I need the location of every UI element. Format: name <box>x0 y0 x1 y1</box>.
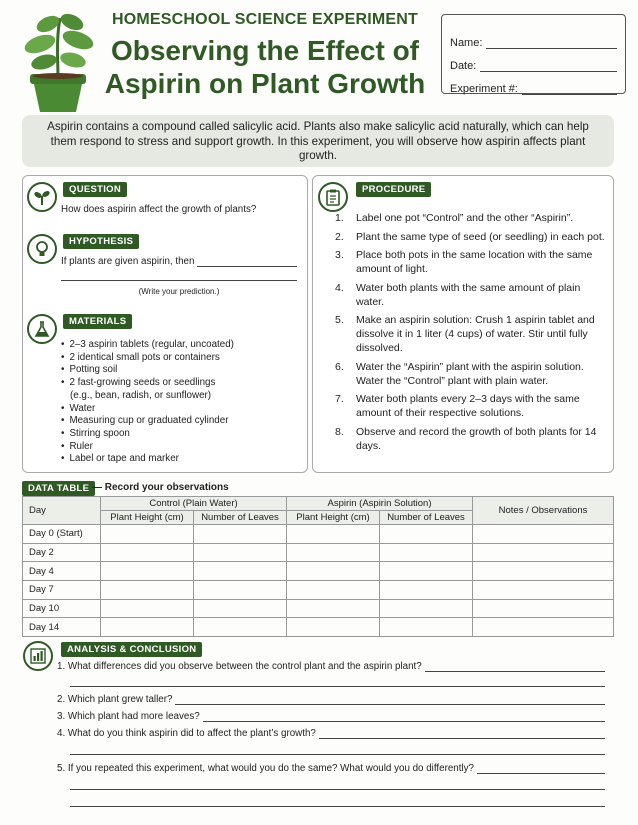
list-item <box>335 211 607 225</box>
list-item: • Measuring cup or graduated cylinder <box>61 415 234 428</box>
table-cell[interactable] <box>101 543 194 562</box>
analysis-question-2 <box>57 694 605 705</box>
list-item: • Stirring spoon <box>61 428 234 441</box>
question-text: How does aspirin affect the growth of plants? <box>61 204 257 215</box>
table-cell[interactable] <box>473 618 614 637</box>
data-table <box>22 496 614 637</box>
hypothesis-note: (Write your prediction.) <box>138 287 220 296</box>
data-table-heading: DATA TABLE <box>22 481 95 496</box>
step-text: Water both plants with the same amount of plain water. <box>356 281 581 308</box>
group-header-control: Control (Plain Water) <box>101 497 287 511</box>
table-cell[interactable] <box>287 599 380 618</box>
list-item <box>335 281 607 309</box>
procedure-list <box>335 211 607 457</box>
hypothesis-heading: HYPOTHESIS <box>63 234 139 249</box>
clipboard-icon <box>318 182 348 212</box>
step-number: 2. <box>335 230 344 243</box>
list-item <box>335 248 607 276</box>
table-cell[interactable] <box>380 618 473 637</box>
table-cell[interactable] <box>101 525 194 544</box>
data-table-caption: — Record your observations <box>92 482 229 493</box>
table-row <box>23 618 614 637</box>
question-text: 2. Which plant grew taller? <box>57 694 173 705</box>
list-item: • 2 identical small pots or containers <box>61 352 234 365</box>
list-item <box>335 230 607 244</box>
answer-line[interactable] <box>319 731 605 739</box>
answer-line[interactable] <box>203 714 605 722</box>
date-field[interactable] <box>480 62 617 72</box>
list-item <box>335 425 607 453</box>
table-row <box>23 562 614 581</box>
column-header-notes: Notes / Observations <box>473 497 614 525</box>
name-field[interactable] <box>486 39 617 49</box>
list-item <box>335 360 607 388</box>
question-text: 3. Which plant had more leaves? <box>57 711 200 722</box>
page-title <box>104 34 426 100</box>
step-text: Observe and record the growth of both plants for 14 days. <box>356 425 597 452</box>
step-text: Make an aspirin solution: Crush 1 aspirin tablet and dissolve it in 1 liter (4 cups) of water. Stir until fully dissolved. <box>356 314 595 354</box>
table-cell[interactable] <box>194 562 287 581</box>
analysis-question-1 <box>57 661 605 672</box>
step-number: 5. <box>335 314 344 326</box>
answer-line[interactable] <box>477 766 605 774</box>
answer-line[interactable] <box>70 754 605 755</box>
answer-line[interactable] <box>70 789 605 790</box>
list-item: • Potting soil <box>61 364 234 377</box>
table-cell[interactable] <box>101 599 194 618</box>
list-item: • 2–3 aspirin tablets (regular, uncoated) <box>61 339 234 352</box>
page-subtitle: HOMESCHOOL SCIENCE EXPERIMENT <box>112 11 418 28</box>
table-cell[interactable] <box>101 562 194 581</box>
table-cell[interactable] <box>287 562 380 581</box>
title-line-2: Aspirin on Plant Growth <box>104 68 426 99</box>
procedure-heading: PROCEDURE <box>356 182 431 197</box>
question-text: 1. What differences did you observe between the control plant and the aspirin plant? <box>57 661 422 672</box>
step-number: 1. <box>335 212 344 224</box>
list-item: • Water <box>61 403 234 416</box>
table-row <box>23 580 614 599</box>
table-cell[interactable] <box>380 543 473 562</box>
step-number: 6. <box>335 360 344 373</box>
flask-icon <box>27 314 57 344</box>
table-cell[interactable] <box>473 543 614 562</box>
analysis-heading: ANALYSIS & CONCLUSION <box>61 642 202 657</box>
list-item <box>335 313 607 355</box>
title-line-1: Observing the Effect of <box>110 35 420 66</box>
table-cell[interactable] <box>473 562 614 581</box>
intro-text: Aspirin contains a compound called salicylic acid. Plants also make salicylic acid naturally, which can help them respond to stress and support growth. In this experiment, you will observe how aspirin affects plant growth. <box>22 115 614 167</box>
table-row <box>23 599 614 618</box>
table-cell[interactable] <box>194 543 287 562</box>
column-header-control-height: Plant Height (cm) <box>101 511 194 525</box>
column-header-control-leaves: Number of Leaves <box>194 511 287 525</box>
table-cell[interactable] <box>287 618 380 637</box>
day-cell: Day 2 <box>23 543 101 562</box>
hypothesis-answer-line-2[interactable] <box>61 280 297 281</box>
procedure-panel <box>312 175 614 473</box>
question-text: 5. If you repeated this experiment, what would you do the same? What would you do differently? <box>57 763 474 774</box>
table-cell[interactable] <box>380 580 473 599</box>
hypothesis-prompt: If plants are given aspirin, then <box>61 256 195 267</box>
table-cell[interactable] <box>287 525 380 544</box>
list-item: (e.g., bean, radish, or sunflower) <box>70 389 212 401</box>
list-item <box>335 392 607 420</box>
group-header-aspirin: Aspirin (Aspirin Solution) <box>287 497 473 511</box>
hypothesis-answer-line[interactable] <box>197 259 297 267</box>
step-number: 7. <box>335 393 344 405</box>
step-number: 8. <box>335 425 344 438</box>
column-header-aspirin-height: Plant Height (cm) <box>287 511 380 525</box>
column-header-day: Day <box>23 497 101 525</box>
table-cell[interactable] <box>287 580 380 599</box>
bar-chart-icon <box>23 641 53 671</box>
table-cell[interactable] <box>194 618 287 637</box>
table-cell[interactable] <box>101 580 194 599</box>
table-row <box>23 525 614 544</box>
table-row <box>23 543 614 562</box>
step-number: 4. <box>335 281 344 294</box>
answer-line[interactable] <box>70 806 605 807</box>
column-header-aspirin-leaves: Number of Leaves <box>380 511 473 525</box>
step-text: Water both plants every 2–3 days with the same amount of their respective solutions. <box>356 393 580 419</box>
student-info-box <box>441 14 626 94</box>
analysis-question-5 <box>57 763 605 774</box>
materials-heading: MATERIALS <box>63 314 132 329</box>
table-cell[interactable] <box>194 599 287 618</box>
experiment-number-field[interactable] <box>522 85 617 95</box>
list-item: • Label or tape and marker <box>61 453 234 466</box>
table-cell[interactable] <box>101 618 194 637</box>
table-cell[interactable] <box>473 525 614 544</box>
left-panel <box>22 175 308 473</box>
hypothesis-row <box>61 256 297 267</box>
day-cell: Day 4 <box>23 562 101 581</box>
table-cell[interactable] <box>380 599 473 618</box>
step-text: Water the “Aspirin” plant with the aspirin solution. Water the “Control” plant with plain water. <box>356 360 584 387</box>
step-number: 3. <box>335 249 344 261</box>
step-text: Place both pots in the same location with the same amount of light. <box>356 249 593 275</box>
day-cell: Day 7 <box>23 580 101 599</box>
question-heading: QUESTION <box>63 182 127 197</box>
question-text: 4. What do you think aspirin did to affect the plant’s growth? <box>57 728 316 739</box>
table-cell[interactable] <box>473 580 614 599</box>
day-cell: Day 10 <box>23 599 101 618</box>
name-label: Name: <box>450 37 483 49</box>
lightbulb-icon <box>27 234 57 264</box>
table-cell[interactable] <box>194 580 287 599</box>
seedling-icon <box>27 182 57 212</box>
list-item: • Ruler <box>61 441 234 454</box>
date-label: Date: <box>450 60 477 72</box>
step-text: Plant the same type of seed (or seedling) in each pot. <box>356 230 605 243</box>
materials-list <box>61 339 234 466</box>
list-item: • 2 fast-growing seeds or seedlings <box>61 377 234 390</box>
answer-line[interactable] <box>425 664 605 672</box>
plant-pot-icon <box>18 10 98 114</box>
answer-line[interactable] <box>70 686 605 687</box>
table-cell[interactable] <box>287 543 380 562</box>
step-text: Label one pot “Control” and the other “Aspirin”. <box>356 212 574 224</box>
table-cell[interactable] <box>194 525 287 544</box>
analysis-question-3 <box>57 711 605 722</box>
day-cell: Day 0 (Start) <box>23 525 101 544</box>
answer-line[interactable] <box>175 697 605 705</box>
table-cell[interactable] <box>473 599 614 618</box>
experiment-label: Experiment #: <box>450 83 518 95</box>
analysis-question-4 <box>57 728 605 739</box>
table-cell[interactable] <box>380 562 473 581</box>
table-cell[interactable] <box>380 525 473 544</box>
day-cell: Day 14 <box>23 618 101 637</box>
